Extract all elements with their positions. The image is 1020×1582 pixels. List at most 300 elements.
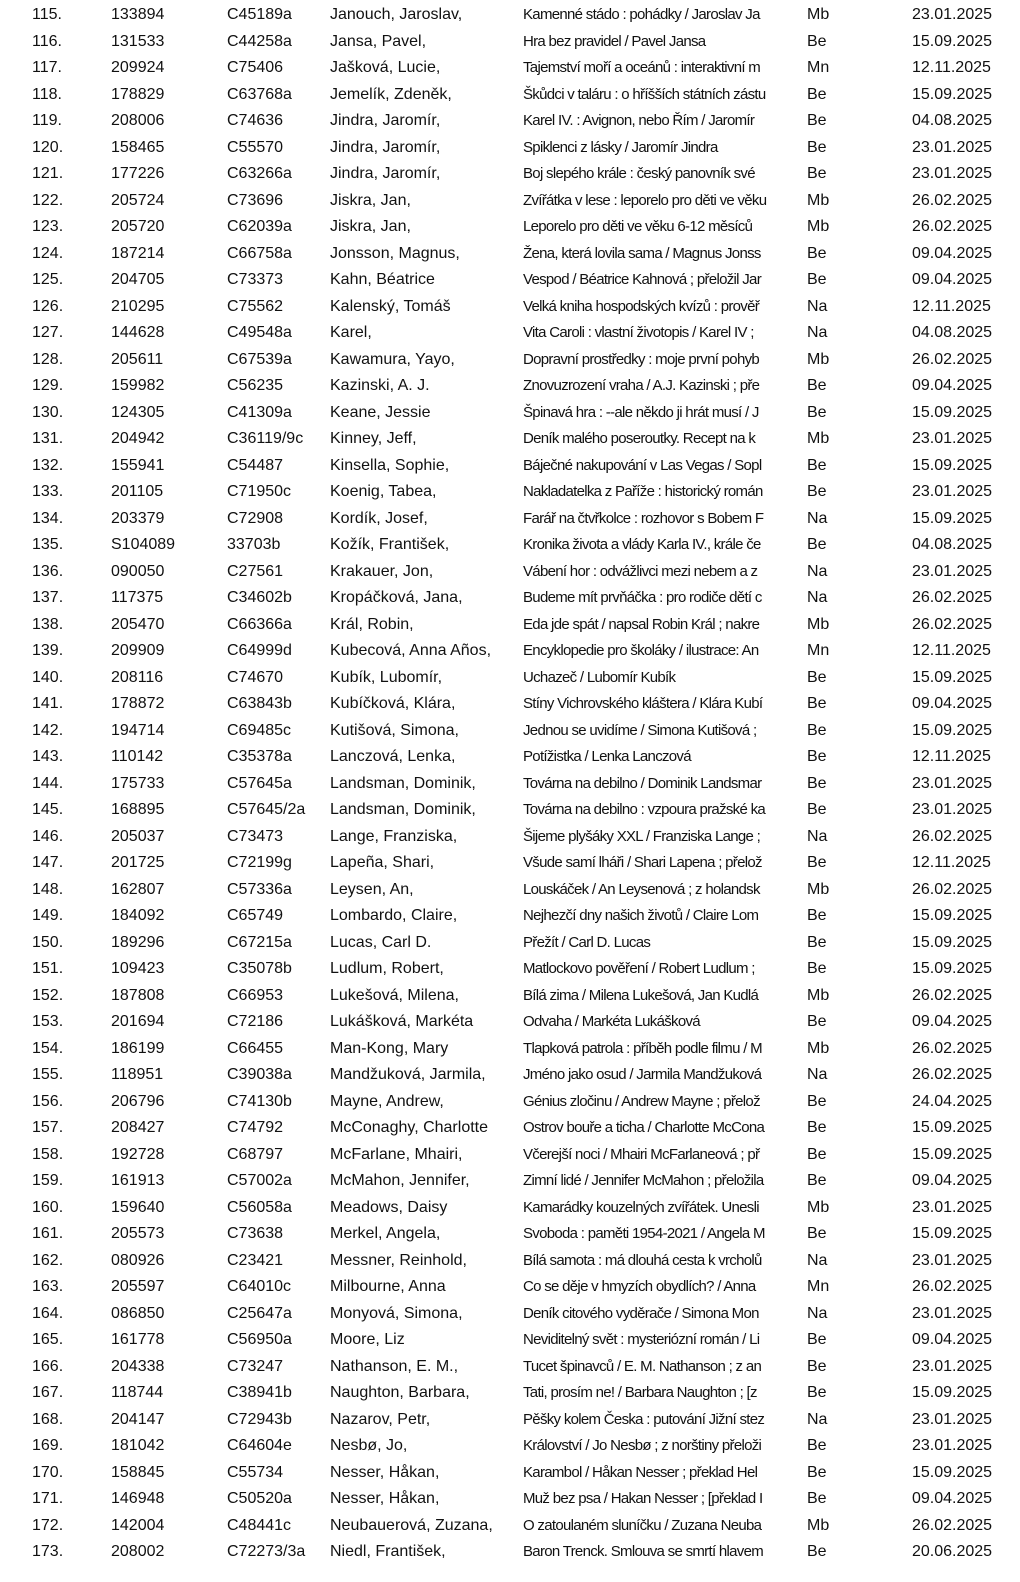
- document-type-cell: Be: [807, 1543, 827, 1560]
- record-id-cell: 146948: [111, 1490, 165, 1507]
- author-cell: Kubík, Lubomír,: [330, 668, 443, 686]
- row-number-cell: 143.: [32, 748, 64, 765]
- record-id-cell: 142004: [111, 1516, 165, 1534]
- date-cell: 09.04.2025: [912, 695, 993, 712]
- shelf-signature-cell: C35378a: [227, 748, 292, 765]
- record-id-cell: 080926: [111, 1251, 165, 1269]
- title-cell: Budeme mít prvňáčka : pro rodiče dětí c: [523, 589, 762, 606]
- author-cell: Jindra, Jaromír,: [330, 112, 441, 129]
- title-cell: Všude samí lháři / Shari Lapena ; přelož: [523, 854, 762, 871]
- document-type-cell: Be: [807, 1490, 827, 1507]
- title-cell: Kamenné stádo : pohádky / Jaroslav Ja: [523, 6, 760, 23]
- row-number-cell: 149.: [32, 907, 64, 924]
- table-row: [0, 879, 1020, 906]
- table-row: [0, 1250, 1020, 1277]
- title-cell: Báječné nakupování v Las Vegas / Sopl: [523, 456, 762, 474]
- date-cell: 23.01.2025: [912, 774, 993, 792]
- author-cell: Kutišová, Simona,: [330, 721, 459, 739]
- row-number-cell: 163.: [32, 1278, 64, 1295]
- shelf-signature-cell: C57002a: [227, 1172, 292, 1189]
- table-row: [0, 1117, 1020, 1144]
- record-id-cell: 187214: [111, 244, 165, 262]
- record-id-cell: 205597: [111, 1278, 165, 1295]
- record-id-cell: 203379: [111, 509, 165, 527]
- date-cell: 09.04.2025: [912, 1490, 993, 1507]
- date-cell: 15.09.2025: [912, 32, 993, 50]
- title-cell: Farář na čtvřkolce : rozhovor s Bobem F: [523, 509, 764, 527]
- author-cell: Nazarov, Petr,: [330, 1410, 431, 1428]
- date-cell: 15.09.2025: [912, 668, 993, 686]
- record-id-cell: 201105: [111, 483, 164, 500]
- row-number-cell: 116.: [32, 32, 62, 50]
- row-number-cell: 161.: [32, 1225, 64, 1242]
- record-id-cell: 117375: [111, 589, 164, 606]
- record-id-cell: 090050: [111, 562, 165, 580]
- title-cell: Továrna na debilno / Dominik Landsmar: [523, 774, 762, 792]
- author-cell: Lukešová, Milena,: [330, 986, 459, 1004]
- record-id-cell: 205573: [111, 1225, 165, 1242]
- title-cell: Tucet špinavců / E. M. Nathanson ; z an: [523, 1357, 762, 1375]
- author-cell: Kinsella, Sophie,: [330, 456, 450, 474]
- date-cell: 04.08.2025: [912, 324, 993, 341]
- row-number-cell: 119.: [32, 112, 62, 129]
- document-type-cell: Be: [807, 1463, 827, 1481]
- document-type-cell: Be: [807, 748, 827, 765]
- record-id-cell: 109423: [111, 960, 165, 977]
- record-id-cell: 159640: [111, 1198, 165, 1216]
- row-number-cell: 129.: [32, 377, 64, 394]
- title-cell: Pěšky kolem Česka : putování Jižní stez: [523, 1410, 765, 1428]
- shelf-signature-cell: C55570: [227, 138, 284, 156]
- shelf-signature-cell: C44258a: [227, 32, 292, 50]
- shelf-signature-cell: C72199g: [227, 854, 292, 871]
- row-number-cell: 154.: [32, 1039, 64, 1057]
- row-number-cell: 165.: [32, 1331, 64, 1348]
- table-row: [0, 667, 1020, 694]
- record-id-cell: 205037: [111, 827, 165, 845]
- row-number-cell: 145.: [32, 801, 64, 818]
- table-row: [0, 375, 1020, 402]
- author-cell: Kahn, Béatrice: [330, 271, 435, 288]
- date-cell: 15.09.2025: [912, 1463, 993, 1481]
- shelf-signature-cell: C27561: [227, 562, 284, 580]
- title-cell: Boj slepého krále : český panovník své: [523, 165, 755, 182]
- shelf-signature-cell: C73373: [227, 271, 284, 288]
- title-cell: Muž bez psa / Hakan Nesser ; [překlad I: [523, 1490, 763, 1507]
- author-cell: Merkel, Angela,: [330, 1225, 441, 1242]
- table-row: [0, 455, 1020, 482]
- row-number-cell: 140.: [32, 668, 64, 686]
- date-cell: 09.04.2025: [912, 377, 993, 394]
- shelf-signature-cell: C57645/2a: [227, 801, 306, 818]
- record-id-cell: 155941: [111, 456, 165, 474]
- document-type-cell: Mb: [807, 880, 830, 898]
- record-id-cell: 181042: [111, 1437, 165, 1454]
- row-number-cell: 135.: [32, 536, 64, 553]
- title-cell: Louskáček / An Leysenová ; z holandsk: [523, 880, 760, 898]
- title-cell: Odvaha / Markéta Lukášková: [523, 1013, 700, 1030]
- record-id-cell: 118951: [111, 1066, 164, 1083]
- table-row: [0, 481, 1020, 508]
- date-cell: 23.01.2025: [912, 1410, 993, 1428]
- author-cell: Jiskra, Jan,: [330, 218, 411, 235]
- record-id-cell: 110142: [111, 748, 164, 765]
- title-cell: Království / Jo Nesbø ; z norštiny přeloži: [523, 1437, 762, 1454]
- shelf-signature-cell: C68797: [227, 1145, 284, 1163]
- row-number-cell: 157.: [32, 1119, 64, 1136]
- record-id-cell: 205611: [111, 350, 164, 368]
- title-cell: Tati, prosím ne! / Barbara Naughton ; [z: [523, 1384, 757, 1401]
- date-cell: 15.09.2025: [912, 509, 993, 527]
- document-type-cell: Be: [807, 774, 827, 792]
- row-number-cell: 121.: [32, 165, 64, 182]
- author-cell: Landsman, Dominik,: [330, 801, 476, 818]
- date-cell: 15.09.2025: [912, 960, 993, 977]
- date-cell: 09.04.2025: [912, 244, 993, 262]
- table-row: [0, 349, 1020, 376]
- document-type-cell: Mb: [807, 218, 830, 235]
- shelf-signature-cell: 33703b: [227, 536, 281, 553]
- table-row: [0, 1064, 1020, 1091]
- document-type-cell: Be: [807, 1013, 827, 1030]
- date-cell: 15.09.2025: [912, 456, 993, 474]
- title-cell: Stíny Vichrovského kláštera / Klára Kubí: [523, 695, 763, 712]
- shelf-signature-cell: C50520a: [227, 1490, 292, 1507]
- document-type-cell: Be: [807, 1357, 827, 1375]
- title-cell: O zatoulaném sluníčku / Zuzana Neuba: [523, 1516, 762, 1534]
- shelf-signature-cell: C65749: [227, 907, 284, 924]
- title-cell: Hra bez pravidel / Pavel Jansa: [523, 32, 706, 50]
- date-cell: 04.08.2025: [912, 536, 993, 553]
- shelf-signature-cell: C67215a: [227, 933, 292, 951]
- author-cell: Lange, Franziska,: [330, 827, 458, 845]
- shelf-signature-cell: C67539a: [227, 350, 292, 368]
- title-cell: Uchazeč / Lubomír Kubík: [523, 668, 676, 686]
- author-cell: McConaghy, Charlotte: [330, 1119, 488, 1136]
- author-cell: Landsman, Dominik,: [330, 774, 476, 792]
- table-row: [0, 1515, 1020, 1542]
- record-id-cell: 124305: [111, 403, 165, 421]
- shelf-signature-cell: C56058a: [227, 1198, 292, 1216]
- shelf-signature-cell: C69485c: [227, 721, 292, 739]
- date-cell: 23.01.2025: [912, 483, 993, 500]
- table-row: [0, 1223, 1020, 1250]
- shelf-signature-cell: C63768a: [227, 85, 292, 103]
- record-id-cell: 184092: [111, 907, 165, 924]
- title-cell: Baron Trenck. Smlouva se smrtí hlavem: [523, 1543, 764, 1560]
- record-id-cell: 168895: [111, 801, 165, 818]
- date-cell: 23.01.2025: [912, 1198, 993, 1216]
- document-type-cell: Mb: [807, 986, 830, 1004]
- record-id-cell: 205470: [111, 615, 165, 633]
- table-row: [0, 534, 1020, 561]
- record-id-cell: 210295: [111, 297, 165, 315]
- author-cell: Kinney, Jeff,: [330, 430, 417, 447]
- record-id-cell: 205724: [111, 191, 165, 209]
- record-id-cell: 161913: [111, 1172, 165, 1189]
- document-type-cell: Be: [807, 1145, 827, 1163]
- shelf-signature-cell: C73473: [227, 827, 284, 845]
- record-id-cell: 086850: [111, 1304, 165, 1322]
- document-type-cell: Be: [807, 1225, 827, 1242]
- date-cell: 12.11.2025: [912, 297, 991, 315]
- table-row: [0, 1541, 1020, 1568]
- table-row: [0, 826, 1020, 853]
- author-cell: Jiskra, Jan,: [330, 191, 411, 209]
- row-number-cell: 144.: [32, 774, 64, 792]
- author-cell: Keane, Jessie: [330, 403, 431, 421]
- table-row: [0, 640, 1020, 667]
- table-row: [0, 1091, 1020, 1118]
- document-type-cell: Be: [807, 403, 827, 421]
- document-type-cell: Na: [807, 1410, 828, 1428]
- document-type-cell: Be: [807, 456, 827, 474]
- shelf-signature-cell: C74636: [227, 112, 284, 129]
- author-cell: Mayne, Andrew,: [330, 1092, 444, 1110]
- document-type-cell: Be: [807, 85, 827, 103]
- date-cell: 23.01.2025: [912, 6, 993, 23]
- date-cell: 26.02.2025: [912, 615, 993, 633]
- table-row: [0, 1329, 1020, 1356]
- author-cell: Nathanson, E. M.,: [330, 1357, 459, 1375]
- title-cell: Potížistka / Lenka Lanczová: [523, 748, 691, 765]
- author-cell: Kordík, Josef,: [330, 509, 428, 527]
- row-number-cell: 171.: [32, 1490, 64, 1507]
- document-type-cell: Be: [807, 1437, 827, 1454]
- row-number-cell: 117.: [32, 59, 62, 76]
- table-row: [0, 31, 1020, 58]
- table-row: [0, 1197, 1020, 1224]
- record-id-cell: 161778: [111, 1331, 165, 1348]
- row-number-cell: 139.: [32, 642, 64, 659]
- date-cell: 15.09.2025: [912, 907, 993, 924]
- date-cell: 23.01.2025: [912, 430, 993, 447]
- author-cell: Neubauerová, Zuzana,: [330, 1516, 493, 1534]
- table-row: [0, 296, 1020, 323]
- table-row: [0, 1409, 1020, 1436]
- table-row: [0, 1144, 1020, 1171]
- row-number-cell: 151.: [32, 960, 64, 977]
- author-cell: Kropáčková, Jana,: [330, 589, 463, 606]
- table-row: [0, 84, 1020, 111]
- record-id-cell: 158465: [111, 138, 165, 156]
- document-type-cell: Be: [807, 1119, 827, 1136]
- title-cell: Leporelo pro děti ve věku 6-12 měsíců: [523, 218, 753, 235]
- table-row: [0, 1488, 1020, 1515]
- date-cell: 09.04.2025: [912, 1331, 993, 1348]
- author-cell: Moore, Liz: [330, 1331, 405, 1348]
- row-number-cell: 142.: [32, 721, 64, 739]
- shelf-signature-cell: C35078b: [227, 960, 292, 977]
- shelf-signature-cell: C36119/9c: [227, 430, 304, 447]
- document-type-cell: Be: [807, 1384, 827, 1401]
- shelf-signature-cell: C73696: [227, 191, 284, 209]
- document-type-cell: Na: [807, 1304, 828, 1322]
- table-row: [0, 1011, 1020, 1038]
- record-id-cell: 206796: [111, 1092, 165, 1110]
- record-id-cell: 208116: [111, 668, 164, 686]
- table-row: [0, 1170, 1020, 1197]
- record-id-cell: 205720: [111, 218, 165, 235]
- shelf-signature-cell: C72943b: [227, 1410, 292, 1428]
- shelf-signature-cell: C48441c: [227, 1516, 292, 1534]
- table-row: [0, 693, 1020, 720]
- document-type-cell: Be: [807, 165, 827, 182]
- date-cell: 26.02.2025: [912, 1278, 993, 1295]
- title-cell: Svoboda : paměti 1954-2021 / Angela M: [523, 1225, 765, 1242]
- author-cell: Kawamura, Yayo,: [330, 350, 455, 368]
- record-id-cell: 133894: [111, 6, 165, 23]
- record-id-cell: 204705: [111, 271, 165, 288]
- author-cell: Jansa, Pavel,: [330, 32, 427, 50]
- date-cell: 23.01.2025: [912, 1304, 993, 1322]
- document-type-cell: Be: [807, 138, 827, 156]
- table-row: [0, 799, 1020, 826]
- row-number-cell: 134.: [32, 509, 64, 527]
- author-cell: Nesbø, Jo,: [330, 1437, 408, 1454]
- author-cell: Jindra, Jaromír,: [330, 138, 441, 156]
- document-type-cell: Na: [807, 297, 828, 315]
- row-number-cell: 148.: [32, 880, 64, 898]
- title-cell: Neviditelný svět : mysteriózní román / Li: [523, 1331, 760, 1348]
- table-row: [0, 137, 1020, 164]
- shelf-signature-cell: C56235: [227, 377, 284, 394]
- record-id-cell: 201725: [111, 854, 165, 871]
- table-row: [0, 110, 1020, 137]
- date-cell: 09.04.2025: [912, 271, 993, 288]
- author-cell: Koenig, Tabea,: [330, 483, 437, 500]
- title-cell: Dopravní prostředky : moje první pohyb: [523, 350, 760, 368]
- document-type-cell: Mb: [807, 191, 830, 209]
- row-number-cell: 136.: [32, 562, 64, 580]
- row-number-cell: 168.: [32, 1410, 64, 1428]
- author-cell: Jašková, Lucie,: [330, 59, 441, 76]
- table-row: [0, 587, 1020, 614]
- table-row: [0, 243, 1020, 270]
- author-cell: Janouch, Jaroslav,: [330, 6, 463, 23]
- row-number-cell: 155.: [32, 1066, 64, 1083]
- author-cell: Messner, Reinhold,: [330, 1251, 467, 1269]
- date-cell: 12.11.2025: [912, 642, 991, 659]
- title-cell: Žena, která lovila sama / Magnus Jonss: [523, 244, 761, 262]
- row-number-cell: 128.: [32, 350, 64, 368]
- document-type-cell: Be: [807, 960, 827, 977]
- author-cell: Meadows, Daisy: [330, 1198, 448, 1216]
- author-cell: Jindra, Jaromír,: [330, 165, 441, 182]
- row-number-cell: 167.: [32, 1384, 64, 1401]
- date-cell: 15.09.2025: [912, 403, 993, 421]
- title-cell: Encyklopedie pro školáky / ilustrace: An: [523, 642, 759, 659]
- table-row: [0, 614, 1020, 641]
- date-cell: 15.09.2025: [912, 1225, 993, 1242]
- author-cell: Lanczová, Lenka,: [330, 748, 456, 765]
- table-row: [0, 190, 1020, 217]
- row-number-cell: 127.: [32, 324, 64, 341]
- shelf-signature-cell: C63843b: [227, 695, 292, 712]
- date-cell: 26.02.2025: [912, 827, 993, 845]
- record-id-cell: 204147: [111, 1410, 165, 1428]
- record-id-cell: 194714: [111, 721, 165, 739]
- date-cell: 15.09.2025: [912, 1145, 993, 1163]
- record-id-cell: 131533: [111, 32, 165, 50]
- table-row: [0, 932, 1020, 959]
- row-number-cell: 125.: [32, 271, 64, 288]
- row-number-cell: 130.: [32, 403, 64, 421]
- document-type-cell: Be: [807, 377, 827, 394]
- shelf-signature-cell: C66953: [227, 986, 284, 1004]
- document-type-cell: Mn: [807, 1278, 830, 1295]
- document-type-cell: Be: [807, 907, 827, 924]
- shelf-signature-cell: C57336a: [227, 880, 292, 898]
- record-id-cell: 208002: [111, 1543, 165, 1560]
- date-cell: 26.02.2025: [912, 350, 993, 368]
- author-cell: Naughton, Barbara,: [330, 1384, 470, 1401]
- document-type-cell: Be: [807, 1331, 827, 1348]
- record-id-cell: 189296: [111, 933, 165, 951]
- title-cell: Včerejší noci / Mhairi McFarlaneová ; př: [523, 1145, 760, 1163]
- title-cell: Co se děje v hmyzích obydlích? / Anna: [523, 1278, 756, 1295]
- record-id-cell: 187808: [111, 986, 165, 1004]
- row-number-cell: 164.: [32, 1304, 64, 1322]
- title-cell: Vita Caroli : vlastní životopis / Karel IV ;: [523, 324, 754, 341]
- author-cell: Lombardo, Claire,: [330, 907, 458, 924]
- shelf-signature-cell: C75562: [227, 297, 284, 315]
- row-number-cell: 123.: [32, 218, 64, 235]
- shelf-signature-cell: C54487: [227, 456, 284, 474]
- date-cell: 20.06.2025: [912, 1543, 993, 1560]
- date-cell: 04.08.2025: [912, 112, 993, 129]
- author-cell: Monyová, Simona,: [330, 1304, 463, 1322]
- table-row: [0, 322, 1020, 349]
- date-cell: 26.02.2025: [912, 1066, 993, 1083]
- shelf-signature-cell: C74792: [227, 1119, 284, 1136]
- date-cell: 15.09.2025: [912, 85, 993, 103]
- date-cell: 23.01.2025: [912, 1251, 993, 1269]
- record-id-cell: 209924: [111, 59, 165, 76]
- document-type-cell: Be: [807, 721, 827, 739]
- row-number-cell: 166.: [32, 1357, 64, 1375]
- document-type-cell: Be: [807, 32, 827, 50]
- title-cell: Kamarádky kouzelných zvířátek. Unesli: [523, 1198, 759, 1216]
- table-row: [0, 57, 1020, 84]
- document-type-cell: Mb: [807, 615, 830, 633]
- table-row: [0, 1303, 1020, 1330]
- date-cell: 12.11.2025: [912, 854, 991, 871]
- date-cell: 23.01.2025: [912, 165, 993, 182]
- table-row: [0, 561, 1020, 588]
- author-cell: Karel,: [330, 324, 372, 341]
- date-cell: 15.09.2025: [912, 721, 993, 739]
- record-id-cell: 158845: [111, 1463, 165, 1481]
- shelf-signature-cell: C71950c: [227, 483, 292, 500]
- row-number-cell: 120.: [32, 138, 64, 156]
- author-cell: Lapeña, Shari,: [330, 854, 435, 871]
- row-number-cell: 162.: [32, 1251, 64, 1269]
- table-row: [0, 163, 1020, 190]
- table-row: [0, 985, 1020, 1012]
- document-type-cell: Be: [807, 695, 827, 712]
- row-number-cell: 153.: [32, 1013, 64, 1030]
- shelf-signature-cell: C64604e: [227, 1437, 292, 1454]
- author-cell: McMahon, Jennifer,: [330, 1172, 470, 1189]
- shelf-signature-cell: C41309a: [227, 403, 292, 421]
- shelf-signature-cell: C38941b: [227, 1384, 292, 1401]
- title-cell: Bílá zima / Milena Lukešová, Jan Kudlá: [523, 986, 759, 1004]
- author-cell: Jemelík, Zdeněk,: [330, 85, 452, 103]
- date-cell: 26.02.2025: [912, 880, 993, 898]
- shelf-signature-cell: C49548a: [227, 324, 292, 341]
- document-type-cell: Mn: [807, 642, 830, 659]
